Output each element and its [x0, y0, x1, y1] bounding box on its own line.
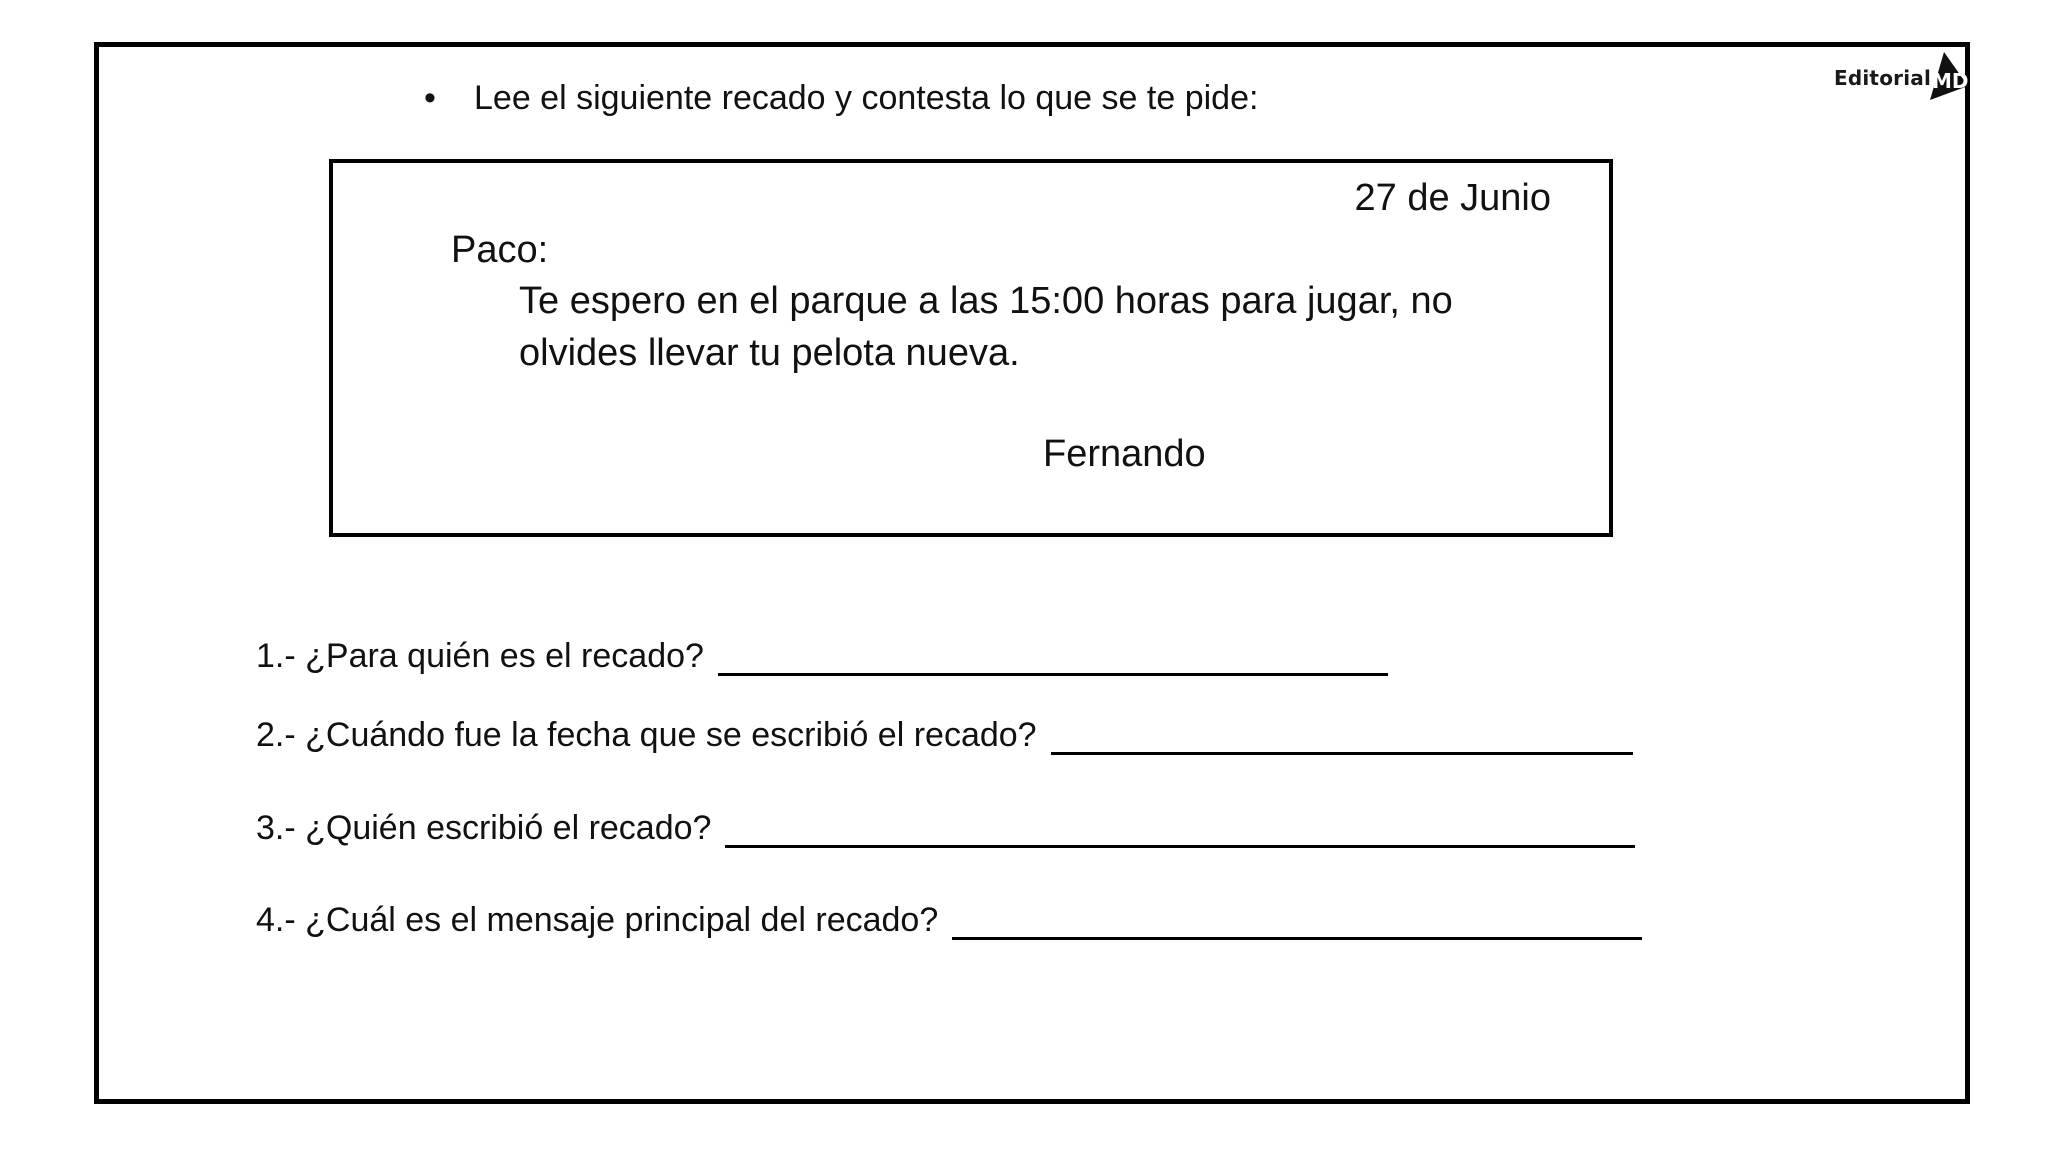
answer-line[interactable]	[718, 637, 1388, 676]
answer-line[interactable]	[952, 901, 1642, 940]
editorial-logo	[1834, 50, 1974, 102]
note-body-line: Te espero en el parque a las 15:00 horas para jugar, no	[519, 280, 1453, 322]
answer-line[interactable]	[1051, 716, 1633, 755]
md-logo-icon	[1924, 50, 1974, 102]
question-text: 2.- ¿Cuándo fue la fecha que se escribió el recado?	[256, 716, 1037, 754]
question-2	[256, 713, 1633, 757]
note-body-line: olvides llevar tu pelota nueva.	[519, 332, 1020, 374]
logo-text: Editorial	[1834, 66, 1932, 90]
question-3	[256, 806, 1635, 850]
bullet-point: •	[424, 79, 436, 117]
note-greeting: Paco:	[451, 229, 549, 271]
note-body	[519, 275, 1519, 379]
instruction	[424, 76, 1258, 120]
question-text: 1.- ¿Para quién es el recado?	[256, 637, 704, 675]
note-date: 27 de Junio	[1354, 177, 1551, 219]
svg-text:MD: MD	[1932, 69, 1969, 93]
question-text: 4.- ¿Cuál es el mensaje principal del recado?	[256, 901, 939, 939]
question-4	[256, 898, 1642, 942]
instruction-text: Lee el siguiente recado y contesta lo que se te pide:	[474, 79, 1259, 117]
note-box	[329, 159, 1613, 537]
note-signature: Fernando	[1043, 433, 1206, 475]
answer-line[interactable]	[725, 809, 1635, 848]
question-text: 3.- ¿Quién escribió el recado?	[256, 809, 712, 847]
question-1	[256, 634, 1388, 678]
